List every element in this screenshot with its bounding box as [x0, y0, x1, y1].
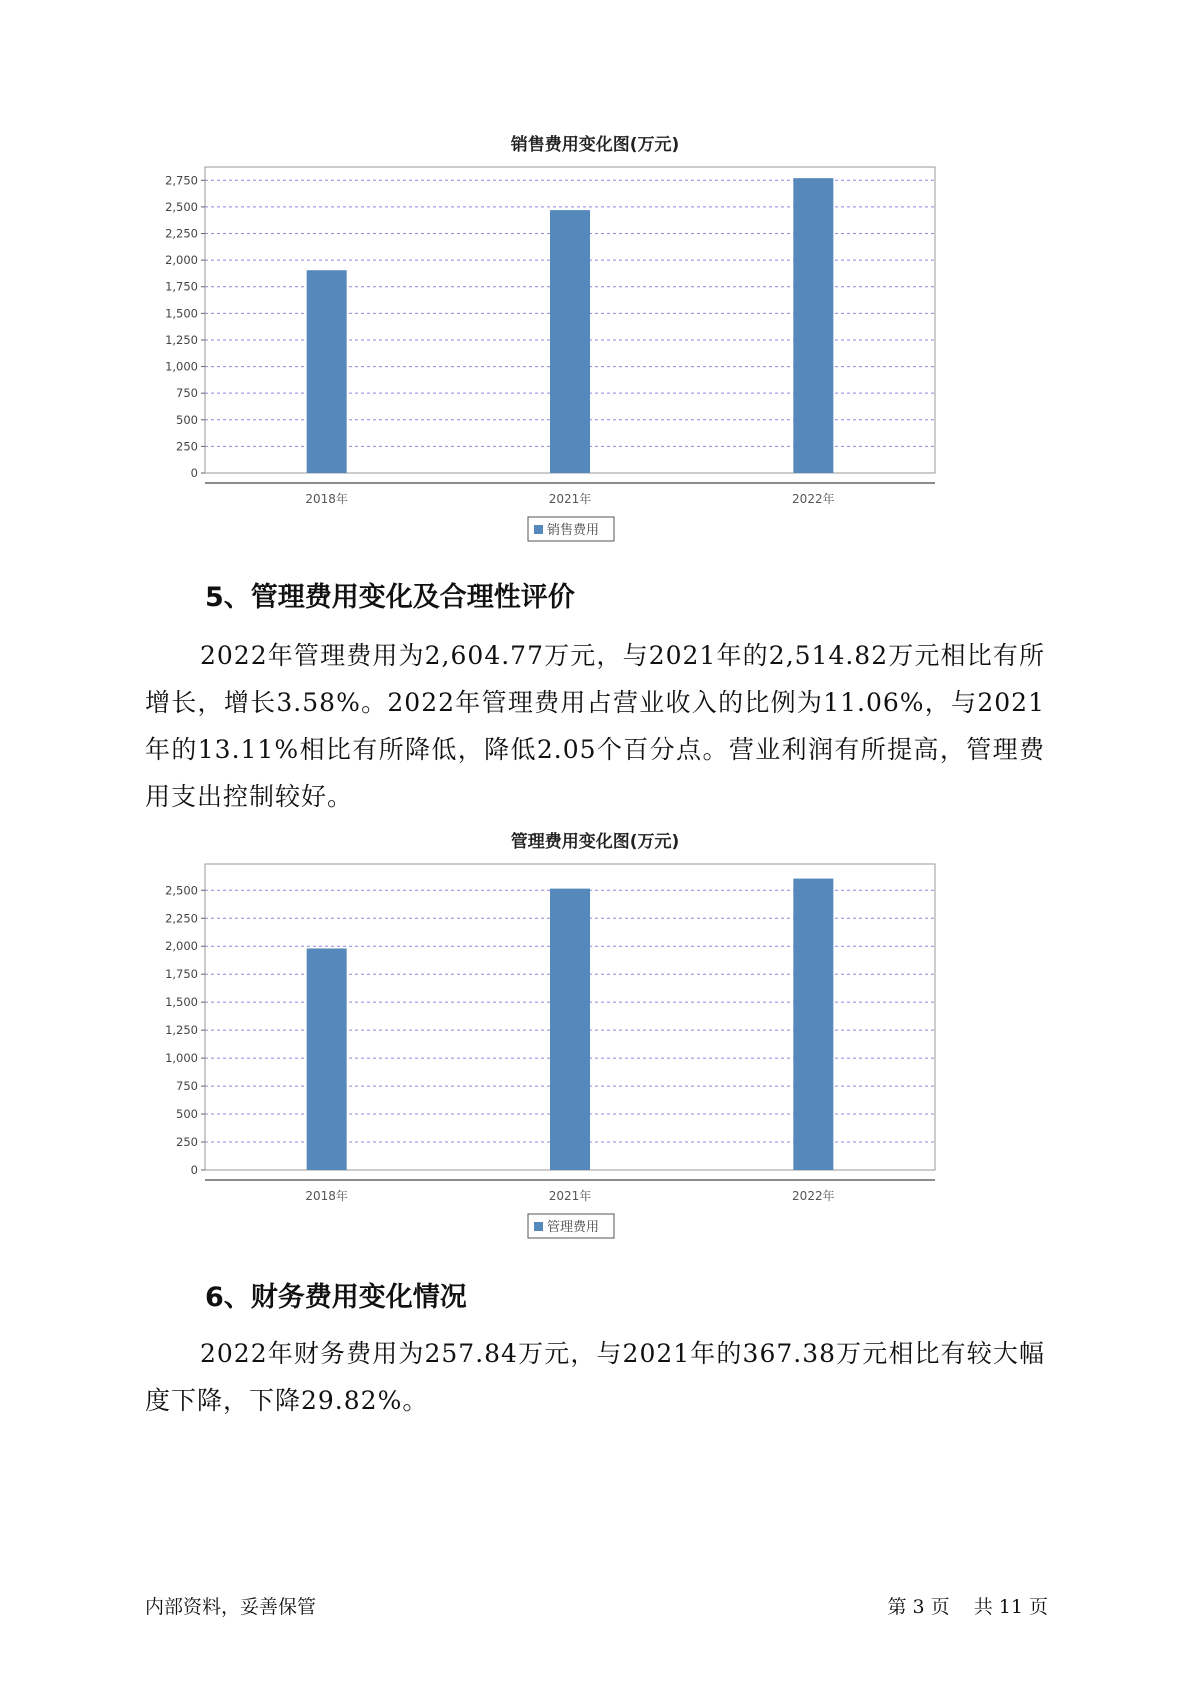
y-tick-label: 500: [176, 412, 198, 427]
chart-svg: [160, 155, 1030, 575]
x-tick-label: 2022年: [792, 1189, 835, 1203]
legend-label: 管理费用: [547, 1220, 600, 1235]
section-paragraph: 2022年管理费用为2,604.77万元，与2021年的2,514.82万元相比有所增长，增长3.58%。2022年管理费用占营业收入的比例为11.06%，与2021年的13.11%相比有所降低，降低2.05个百分点。营业利润有所提高，管理费用支出控制较好。: [145, 641, 1045, 811]
total-label: 页: [1028, 1596, 1048, 1618]
bar: [550, 210, 590, 473]
bar: [550, 889, 590, 1170]
footer-note: 内部资料，妥善保管: [145, 1596, 317, 1618]
admin-expense-chart: [160, 827, 1030, 1276]
total-prefix: 共: [973, 1596, 993, 1618]
x-tick-label: 2018年: [305, 492, 348, 506]
chart-title: 管理费用变化图(万元): [510, 832, 680, 852]
chart-svg: [160, 852, 1030, 1272]
section-heading: 5、管理费用变化及合理性评价: [205, 582, 575, 613]
bar: [793, 178, 833, 473]
x-tick-label: 2018年: [305, 1189, 348, 1203]
legend-label: 销售费用: [547, 523, 600, 538]
y-tick-label: 2,750: [165, 173, 198, 188]
y-tick-label: 750: [176, 386, 198, 401]
y-tick-label: 500: [176, 1107, 198, 1122]
y-tick-label: 0: [190, 1163, 198, 1177]
x-tick-label: 2022年: [792, 492, 835, 506]
y-tick-label: 1,750: [165, 967, 198, 982]
page-label: 页: [930, 1596, 950, 1618]
y-tick-label: 0: [190, 466, 198, 480]
x-tick-label: 2021年: [548, 492, 592, 506]
bar: [307, 948, 347, 1170]
x-tick-label: 2021年: [548, 1189, 592, 1203]
y-tick-label: 2,000: [165, 939, 198, 954]
y-tick-label: 750: [176, 1079, 198, 1094]
y-tick-label: 2,500: [165, 199, 198, 214]
y-tick-label: 1,500: [165, 995, 198, 1010]
page-prefix: 第: [887, 1596, 907, 1618]
bar: [307, 270, 347, 473]
y-tick-label: 2,250: [165, 911, 198, 926]
y-tick-label: 1,500: [165, 306, 198, 321]
y-tick-label: 2,500: [165, 883, 198, 898]
section-paragraph: 2022年财务费用为257.84万元，与2021年的367.38万元相比有较大幅度下降，下降29.82%。: [145, 1339, 1045, 1415]
y-tick-label: 1,000: [165, 359, 198, 374]
y-tick-label: 2,000: [165, 253, 198, 268]
legend-swatch: [534, 1222, 543, 1231]
y-tick-label: 2,250: [165, 226, 198, 241]
bar: [793, 879, 833, 1170]
y-tick-label: 250: [176, 439, 198, 454]
total-pages: 11: [998, 1596, 1023, 1618]
y-tick-label: 1,250: [165, 1023, 198, 1038]
section-heading: 6、财务费用变化情况: [205, 1282, 467, 1313]
sales-expense-chart: [160, 130, 1030, 579]
legend-swatch: [534, 525, 543, 534]
y-tick-label: 1,750: [165, 279, 198, 294]
chart-title: 销售费用变化图(万元): [510, 135, 680, 155]
y-tick-label: 1,000: [165, 1051, 198, 1066]
page-indicator: [885, 1592, 1051, 1619]
page-number: 3: [912, 1596, 925, 1618]
y-tick-label: 250: [176, 1135, 198, 1150]
y-tick-label: 1,250: [165, 332, 198, 347]
